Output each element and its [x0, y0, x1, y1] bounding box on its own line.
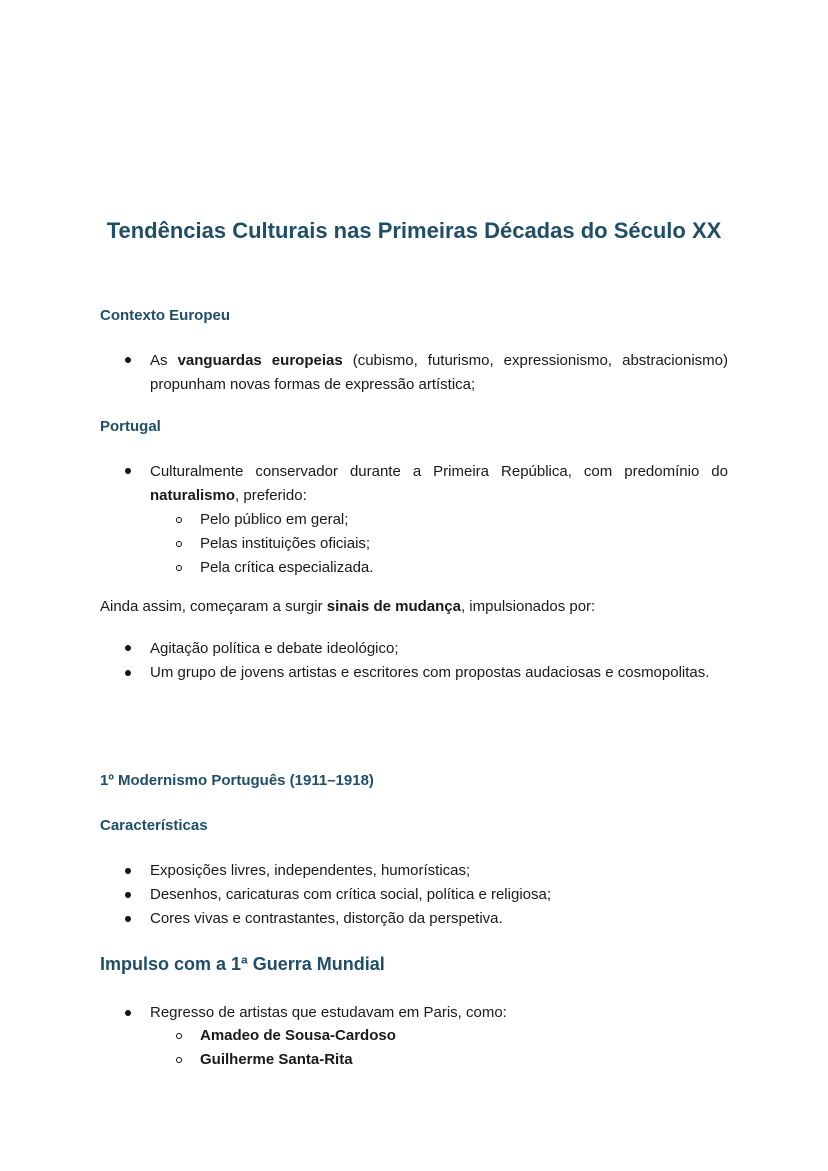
heading-modernismo: 1º Modernismo Português (1911–1918): [100, 772, 374, 789]
bullet-dot: [125, 670, 131, 676]
list-item-vanguardas: As vanguardas europeias (cubismo, futurismo, expressionismo, abstracionismo) propunham novas formas de expressão artística;: [150, 352, 728, 393]
sub-bullet-circle: [176, 541, 182, 547]
list-item-cores: Cores vivas e contrastantes, distorção da perspetiva.: [150, 910, 503, 927]
heading-impulso-guerra: Impulso com a 1ª Guerra Mundial: [100, 954, 385, 974]
paragraph-sinais-mudanca: Ainda assim, começaram a surgir sinais de mudança, impulsionados por:: [100, 598, 596, 615]
sub-item-instituicoes: Pelas instituições oficiais;: [200, 535, 371, 552]
list-item-exposicoes: Exposições livres, independentes, humorísticas;: [150, 862, 471, 879]
bullet-dot: [125, 645, 131, 651]
bullet-dot: [125, 868, 131, 874]
sub-bullet-circle: [176, 1033, 182, 1039]
sub-item-publico: Pelo público em geral;: [200, 511, 349, 528]
bullet-dot: [125, 916, 131, 922]
bullet-dot: [125, 892, 131, 898]
bullet-dot: [125, 468, 131, 474]
sub-bullet-circle: [176, 1057, 182, 1063]
list-item-desenhos: Desenhos, caricaturas com crítica social, política e religiosa;: [150, 886, 552, 903]
bullet-dot: [125, 357, 131, 363]
sub-bullet-circle: [176, 517, 182, 523]
list-item-conservador: Culturalmente conservador durante a Primeira República, com predomínio do naturalismo, preferido:: [150, 463, 728, 504]
sub-item-santa-rita: Guilherme Santa-Rita: [200, 1051, 353, 1068]
page-title: Tendências Culturais nas Primeiras Décadas do Século XX: [106, 218, 722, 243]
list-item-regresso-artistas: Regresso de artistas que estudavam em Paris, como:: [150, 1004, 507, 1021]
sub-item-critica: Pela crítica especializada.: [200, 559, 374, 576]
heading-caracteristicas: Características: [100, 817, 208, 834]
sub-item-amadeo: Amadeo de Sousa-Cardoso: [200, 1027, 396, 1044]
list-item-agitacao: Agitação política e debate ideológico;: [150, 640, 399, 657]
heading-contexto-europeu: Contexto Europeu: [100, 307, 230, 324]
bullet-dot: [125, 1010, 131, 1016]
list-item-jovens-artistas: Um grupo de jovens artistas e escritores com propostas audaciosas e cosmopolitas.: [150, 664, 710, 681]
sub-bullet-circle: [176, 565, 182, 571]
heading-portugal: Portugal: [100, 418, 161, 435]
